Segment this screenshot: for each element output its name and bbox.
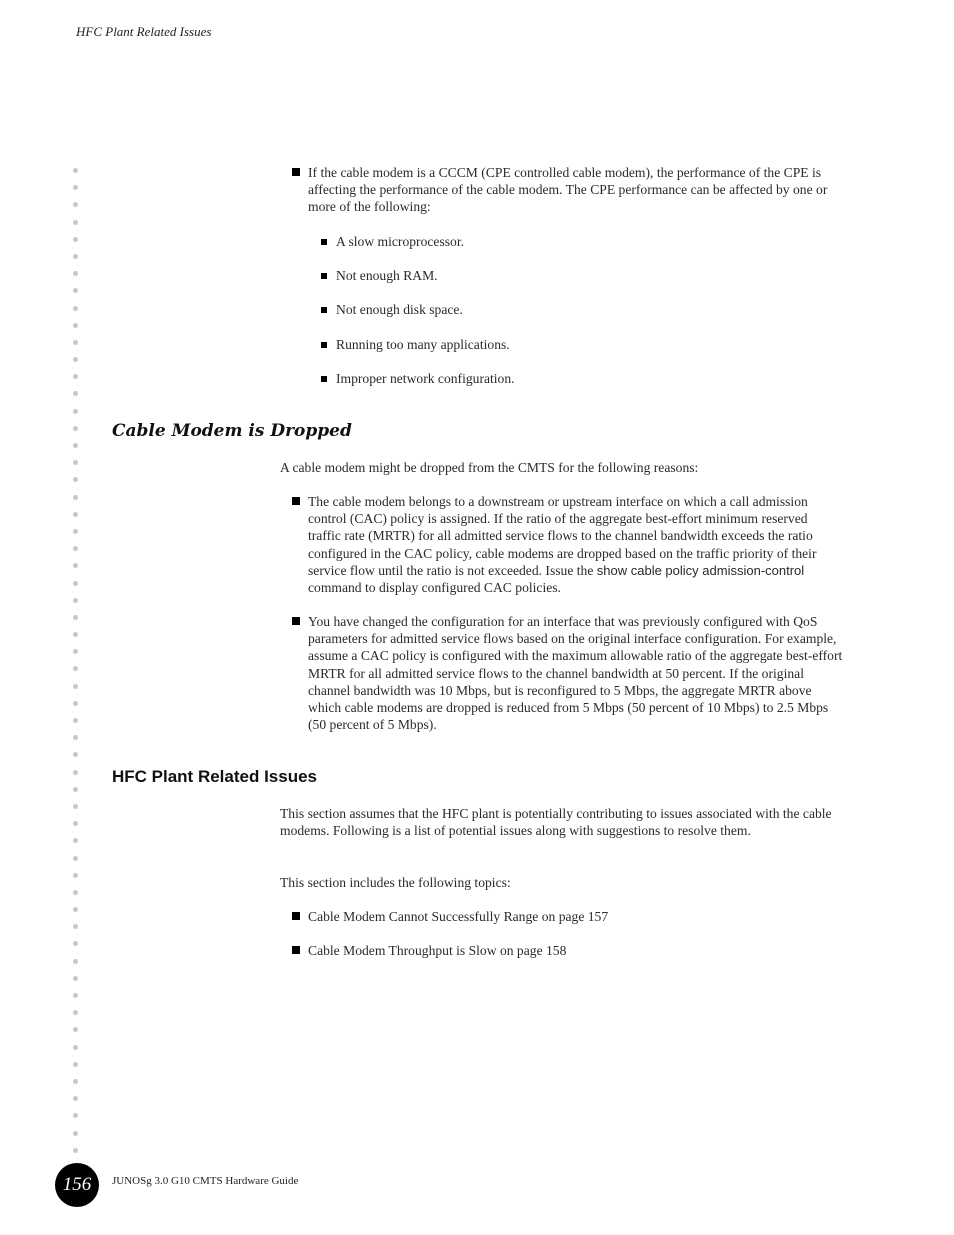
margin-dot xyxy=(73,443,78,448)
bullet-square-icon xyxy=(321,239,327,245)
bullet-config-change: You have changed the configuration for an interface that was previously configured with QoS parameters for admitted service flows based on the original interface configuration. For example, assume a CAC policy is configured with the maximum allowable ratio of the aggregate best-effort MRTR for all admitted service flows to the channel bandwidth at 50 percent. If the original channel bandwidth was 10 Mbps, but is reconfigured to 5 Mbps, the aggregate MRTR above which cable modems are dropped is reduced from 5 Mbps (50 percent of 10 Mbps) to 2.5 Mbps (50 percent of 5 Mbps). xyxy=(308,613,844,733)
margin-dot xyxy=(73,787,78,792)
margin-dot xyxy=(73,426,78,431)
margin-dot xyxy=(73,581,78,586)
hfc-intro: This section assumes that the HFC plant is potentially contributing to issues associated with the cable modems. Following is a list of potential issues along with suggestions to resolve them. xyxy=(280,806,832,839)
bullet-cac-policy: The cable modem belongs to a downstream or upstream interface on which a call admission control (CAC) policy is assigned. If the ratio of the aggregate best-effort minimum reserved traffic rate (MRTR) for all admitted service flows to the channel bandwidth exceeds the ratio configured in the CAC policy, cable modems are dropped based on the traffic priority of their service flow until the ratio is not exceeded. Issue the show cable policy admission-control command to display configured CAC policies. xyxy=(308,493,842,596)
margin-dot xyxy=(73,495,78,500)
margin-dot xyxy=(73,821,78,826)
margin-dot xyxy=(73,701,78,706)
margin-dot xyxy=(73,477,78,482)
margin-dot xyxy=(73,838,78,843)
margin-dot xyxy=(73,409,78,414)
dropped-intro: A cable modem might be dropped from the CMTS for the following reasons: xyxy=(280,460,699,475)
margin-dot xyxy=(73,563,78,568)
margin-dot xyxy=(73,1045,78,1050)
margin-dot xyxy=(73,1148,78,1153)
margin-dot xyxy=(73,890,78,895)
margin-dot xyxy=(73,168,78,173)
margin-dot xyxy=(73,804,78,809)
margin-dot xyxy=(73,924,78,929)
margin-dot xyxy=(73,323,78,328)
bullet-square-icon xyxy=(292,946,300,954)
margin-dot xyxy=(73,529,78,534)
margin-dot xyxy=(73,512,78,517)
margin-dot xyxy=(73,374,78,379)
margin-dot xyxy=(73,1010,78,1015)
topic-link-range[interactable]: Cable Modem Cannot Successfully Range on page 157 xyxy=(308,908,608,925)
bullet-cccm xyxy=(308,164,840,216)
hfc-topics-intro: This section includes the following topics: xyxy=(280,875,511,890)
bullet-square-icon xyxy=(292,617,300,625)
margin-dot xyxy=(73,288,78,293)
margin-dot xyxy=(73,1062,78,1067)
bullet-square-icon xyxy=(321,273,327,279)
margin-dot xyxy=(73,460,78,465)
margin-dot xyxy=(73,718,78,723)
margin-dot xyxy=(73,1113,78,1118)
bullet-square-icon xyxy=(321,376,327,382)
bullet-square-icon xyxy=(321,307,327,313)
running-header: HFC Plant Related Issues xyxy=(76,24,212,39)
page-number-badge: 156 xyxy=(55,1163,99,1207)
command-name: show cable policy admission-control xyxy=(596,562,805,578)
bullet-cccm-text: If the cable modem is a CCCM (CPE controlled cable modem), the performance of the CPE is affecting the performance of the cable modem. The CPE performance can be affected by one or more of the following: xyxy=(308,165,828,215)
margin-dot xyxy=(73,1096,78,1101)
margin-dot xyxy=(73,907,78,912)
margin-dot xyxy=(73,735,78,740)
margin-dot xyxy=(73,202,78,207)
bullet-square-icon xyxy=(292,497,300,505)
margin-dot xyxy=(73,873,78,878)
margin-dot xyxy=(73,666,78,671)
margin-dot xyxy=(73,357,78,362)
margin-dot xyxy=(73,941,78,946)
topic-link-throughput[interactable]: Cable Modem Throughput is Slow on page 158 xyxy=(308,942,566,959)
sub-item: A slow microprocessor. xyxy=(336,233,464,250)
sub-item: Improper network configuration. xyxy=(336,370,515,387)
sub-item: Not enough RAM. xyxy=(336,267,438,284)
footer-book-title: JUNOSg 3.0 G10 CMTS Hardware Guide xyxy=(112,1175,299,1187)
margin-dot xyxy=(73,271,78,276)
margin-dot xyxy=(73,632,78,637)
bullet-square-icon xyxy=(292,168,300,176)
margin-dot xyxy=(73,306,78,311)
margin-dot xyxy=(73,1131,78,1136)
section-heading-hfc: HFC Plant Related Issues xyxy=(112,767,318,786)
margin-dot xyxy=(73,220,78,225)
margin-dot xyxy=(73,340,78,345)
margin-dot-column xyxy=(73,168,81,1165)
margin-dot xyxy=(73,770,78,775)
margin-dot xyxy=(73,615,78,620)
bullet-square-icon xyxy=(321,342,327,348)
sub-item: Not enough disk space. xyxy=(336,301,463,318)
margin-dot xyxy=(73,546,78,551)
margin-dot xyxy=(73,993,78,998)
margin-dot xyxy=(73,185,78,190)
margin-dot xyxy=(73,254,78,259)
bullet-square-icon xyxy=(292,912,300,920)
margin-dot xyxy=(73,1027,78,1032)
sub-item: Running too many applications. xyxy=(336,336,510,353)
margin-dot xyxy=(73,856,78,861)
margin-dot xyxy=(73,959,78,964)
margin-dot xyxy=(73,976,78,981)
margin-dot xyxy=(73,391,78,396)
section-heading-dropped: Cable Modem is Dropped xyxy=(112,421,352,441)
margin-dot xyxy=(73,684,78,689)
margin-dot xyxy=(73,237,78,242)
margin-dot xyxy=(73,649,78,654)
margin-dot xyxy=(73,752,78,757)
margin-dot xyxy=(73,1079,78,1084)
margin-dot xyxy=(73,598,78,603)
